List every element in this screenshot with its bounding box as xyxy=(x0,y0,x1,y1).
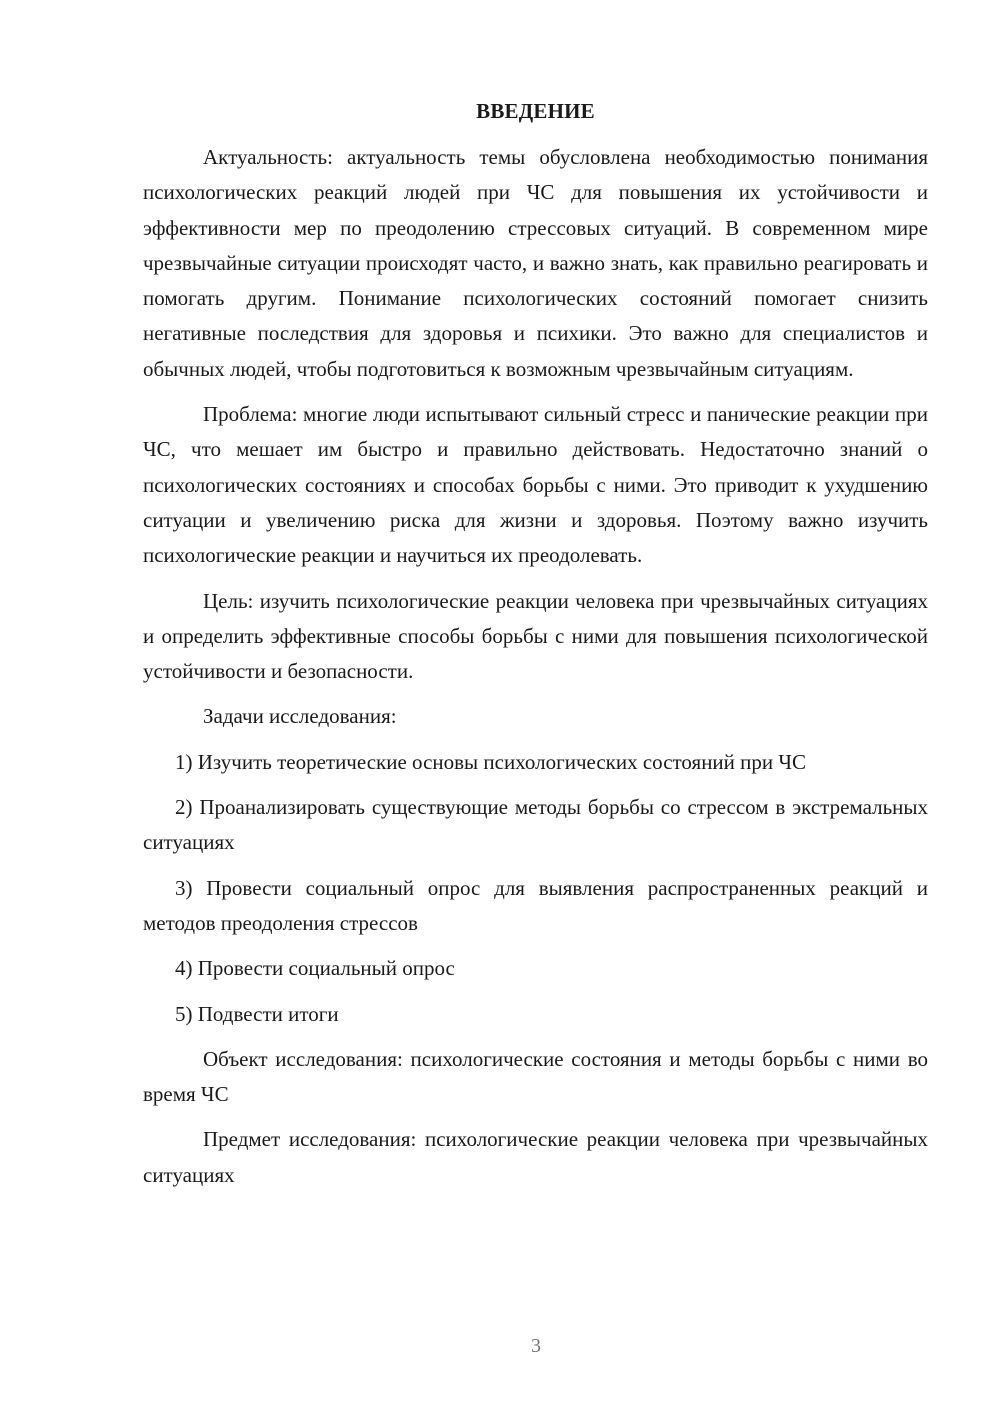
tasks-heading: Задачи исследования: xyxy=(203,704,397,729)
page-title: ВВЕДЕНИЕ xyxy=(476,99,595,123)
page-content xyxy=(143,96,928,1203)
object-paragraph: Объект исследования: психологические состояния и методы борьбы с ними во время ЧС xyxy=(143,1046,928,1107)
task-item-5: 5) Подвести итоги xyxy=(175,1001,339,1026)
goal-paragraph: Цель: изучить психологические реакции человека при чрезвычайных ситуациях и определить эффективные способы борьбы с ними для повышения психологической устойчивости и безопасности. xyxy=(143,588,928,684)
task-item-3: 3) Провести социальный опрос для выявления распространенных реакций и методов преодоления стрессов xyxy=(143,875,928,935)
relevance-paragraph: Актуальность: актуальность темы обусловлена необходимостью понимания психологических реакций людей при ЧС для повышения их устойчивости и эффективности мер по преодолению стрессовых ситуаций. В современном мире чрезвычайные ситуации происходят часто, и важно знать, как правильно реагировать и помогать другим. Понимание психологических состояний помогает снизить негативные последствия для здоровья и психики. Это важно для специалистов и обычных людей, чтобы подготовиться к возможным чрезвычайным ситуациям. xyxy=(143,145,928,381)
page-number: 3 xyxy=(531,1335,541,1357)
subject-paragraph: Предмет исследования: психологические реакции человека при чрезвычайных ситуациях xyxy=(143,1127,928,1187)
task-item-4: 4) Провести социальный опрос xyxy=(175,956,455,981)
task-item-1: 1) Изучить теоретические основы психологических состояний при ЧС xyxy=(175,749,807,774)
task-item-2: 2) Проанализировать существующие методы борьбы со стрессом в экстремальных ситуациях xyxy=(143,795,928,855)
problem-paragraph: Проблема: многие люди испытывают сильный стресс и панические реакции при ЧС, что мешает им быстро и правильно действовать. Недостаточно знаний о психологических состояниях и способах борьбы с ними. Это приводит к ухудшению ситуации и увеличению риска для жизни и здоровья. Поэтому важно изучить психологические реакции и научиться их преодолевать. xyxy=(143,402,928,568)
